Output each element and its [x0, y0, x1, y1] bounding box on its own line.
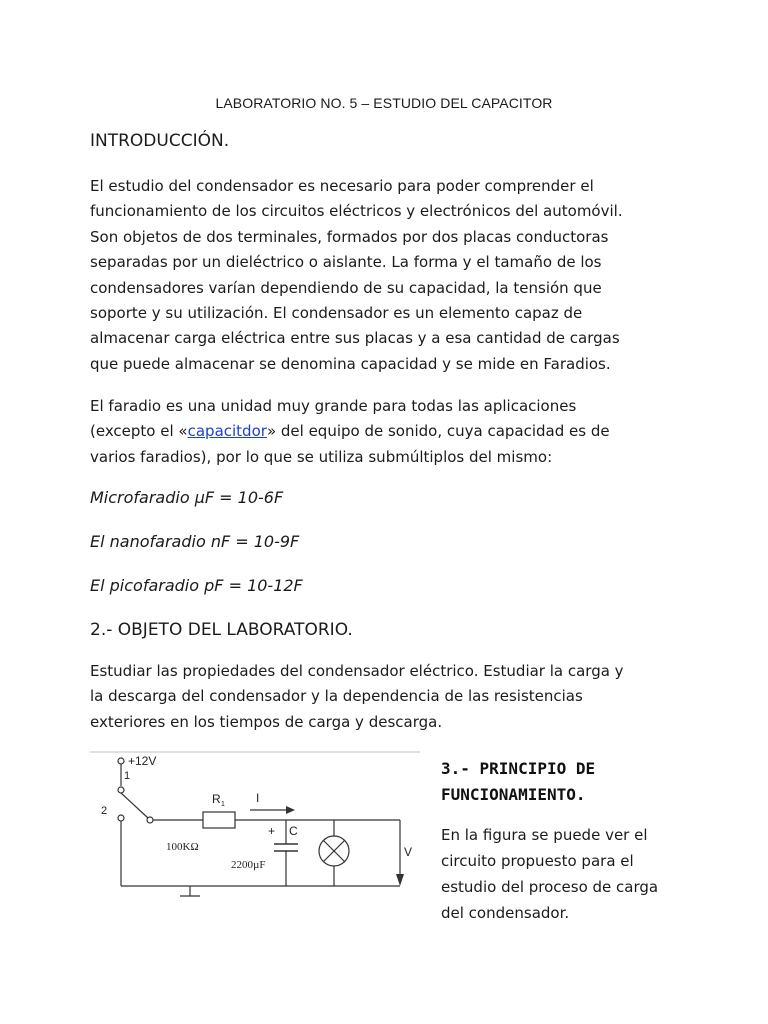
text-fragment: (excepto el «: [90, 422, 188, 441]
heading-line: 3.- PRINCIPIO DE: [441, 759, 596, 778]
switch-contact-1: [118, 787, 124, 793]
resistor-label: R: [212, 792, 221, 806]
capacitor-link[interactable]: capacitdor: [187, 422, 267, 441]
resistance-value: 100KΩ: [166, 841, 199, 853]
capacitor-label: C: [289, 824, 298, 838]
text-line: El estudio del condensador es necesario para poder comprender el: [90, 177, 594, 195]
objective-paragraph: [90, 659, 690, 735]
voltage-arrow-head: [396, 874, 404, 886]
text-line: del condensador.: [441, 904, 570, 922]
principle-paragraph: [441, 822, 731, 926]
text-line: En la figura se puede ver el: [441, 826, 648, 844]
resistor-subscript: 1: [221, 801, 225, 808]
formula-nanofarad: El nanofaradio nF = 10-9F: [90, 532, 300, 551]
text-line: circuito propuesto para el: [441, 852, 634, 870]
capacitance-value: 2200µF: [231, 859, 266, 871]
text-line: separadas por un dieléctrico o aislante. La forma y el tamaño de los: [90, 253, 602, 272]
introduction-heading: INTRODUCCIÓN.: [90, 131, 230, 151]
text-line: estudio del proceso de carga: [441, 878, 659, 896]
text-line: Estudiar las propiedades del condensador eléctrico. Estudiar la carga y: [90, 662, 624, 680]
resistor-symbol: [203, 812, 235, 828]
text-line: almacenar carga eléctrica entre sus placas y a esa cantidad de cargas: [90, 329, 620, 348]
text-line: Son objetos de dos terminales, formados por dos placas conductoras: [90, 227, 609, 246]
text-line: funcionamiento de los circuitos eléctricos y electrónicos del automóvil.: [90, 202, 623, 221]
voltage-label: V: [404, 845, 413, 859]
supply-label: +12V: [128, 754, 157, 768]
switch-blade: [121, 793, 148, 818]
text-line: varios faradios), por lo que se utiliza submúltiplos del mismo:: [90, 447, 553, 466]
formula-picofarad: El picofaradio pF = 10-12F: [90, 576, 303, 595]
text-fragment: » del equipo de sonido, cuya capacidad es de: [266, 422, 610, 441]
objective-heading: 2.- OBJETO DEL LABORATORIO.: [90, 620, 353, 640]
capacitor-plus-label: +: [268, 824, 276, 838]
text-line: [90, 419, 690, 444]
text-line: condensadores varían dependiendo de su capacidad, la tensión que: [90, 278, 602, 297]
principle-heading: [441, 756, 741, 808]
heading-line: FUNCIONAMIENTO.: [441, 785, 586, 804]
current-arrow-head: [286, 806, 295, 814]
supply-terminal: [118, 758, 124, 764]
text-line: que puede almacenar se denomina capacidad y se mide en Faradios.: [90, 354, 611, 373]
text-line: exteriores en los tiempos de carga y descarga.: [90, 712, 443, 731]
page-title: LABORATORIO NO. 5 – ESTUDIO DEL CAPACITOR: [215, 95, 553, 111]
text-line: soporte y su utilización. El condensador es un elemento capaz de: [90, 304, 583, 323]
formula-microfarad: Microfaradio µF = 10-6F: [90, 488, 284, 507]
text-line: El faradio es una unidad muy grande para todas las aplicaciones: [90, 397, 577, 415]
farad-paragraph: [90, 394, 690, 470]
switch-contact-2: [118, 815, 124, 821]
current-label: I: [256, 791, 260, 805]
rc-circuit-diagram: [90, 748, 420, 913]
switch-pivot: [147, 817, 153, 823]
introduction-paragraph: [90, 174, 690, 377]
node1-label: 1: [124, 770, 131, 782]
node2-label: 2: [101, 805, 108, 817]
text-line: la descarga del condensador y la dependencia de las resistencias: [90, 687, 583, 706]
